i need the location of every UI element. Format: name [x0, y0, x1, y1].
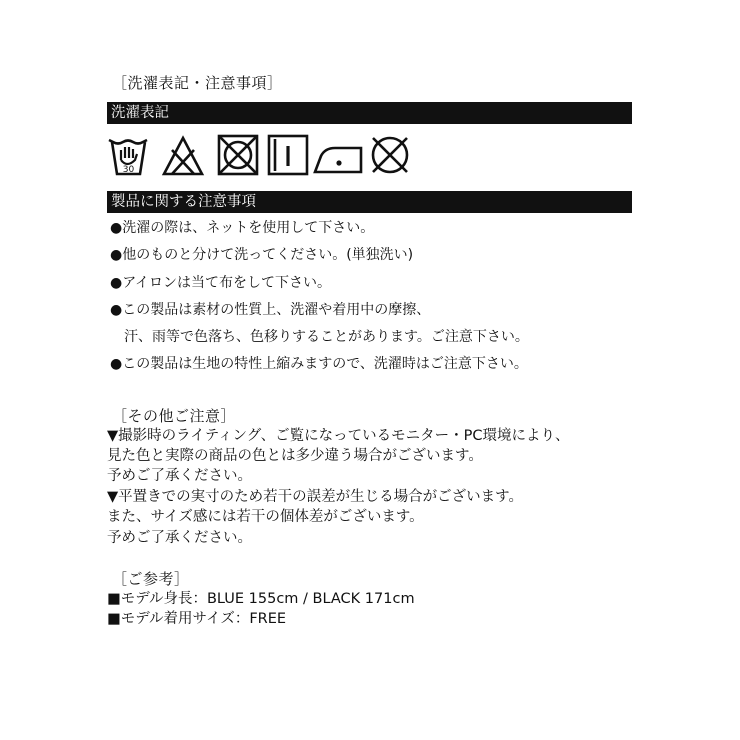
other-line: ▼平置きでの実寸のため若干の誤差が生じる場合がございます。 — [107, 489, 523, 505]
other-line: また、サイズ感には若干の個体差がございます。 — [107, 509, 424, 525]
caution-item: ●この製品は素材の性質上、洗濯や着用中の摩擦、 — [110, 302, 431, 318]
no-bleach-icon — [164, 138, 202, 174]
care-icons — [107, 134, 417, 180]
other-line: 予めご了承ください。 — [107, 530, 252, 546]
caution-bar — [107, 191, 632, 213]
no-dry-clean-icon — [373, 138, 407, 172]
drip-dry-icon — [269, 136, 307, 174]
other-line: 見た色と実際の商品の色とは多少違う場合がございます。 — [107, 448, 483, 464]
other-line: 予めご了承ください。 — [107, 468, 252, 484]
other-line: ▼撮影時のライティング、ご覧になっているモニター・PC環境により、 — [107, 428, 570, 444]
wash-label-bar — [107, 102, 632, 124]
caution-item: ●アイロンは当て布をして下さい。 — [110, 275, 331, 291]
care-title: ［洗濯表記・注意事項］ — [112, 74, 283, 92]
caution-item: 汗、雨等で色落ち、色移りすることがあります。ご注意下さい。 — [110, 329, 529, 345]
caution-bar-text: 製品に関する注意事項 — [111, 194, 256, 210]
hand-wash-30-icon — [109, 140, 147, 175]
other-title: ［その他ご注意］ — [112, 407, 237, 425]
ref-title: ［ご参考］ — [112, 570, 190, 588]
no-tumble-dry-icon — [219, 136, 257, 174]
iron-low-icon — [315, 148, 361, 172]
hand-wash-temp: 30 — [122, 165, 135, 175]
caution-item: ●この製品は生地の特性上縮みますので、洗濯時はご注意下さい。 — [110, 356, 528, 372]
ref-line-model-height: ■モデル身長：BLUE 155cm / BLACK 171cm — [107, 591, 415, 607]
caution-item: ●他のものと分けて洗ってください。(単独洗い) — [110, 247, 414, 263]
wash-label-bar-text: 洗濯表記 — [111, 105, 169, 121]
ref-line-model-size: ■モデル着用サイズ：FREE — [107, 611, 287, 627]
caution-item: ●洗濯の際は、ネットを使用して下さい。 — [110, 220, 375, 236]
